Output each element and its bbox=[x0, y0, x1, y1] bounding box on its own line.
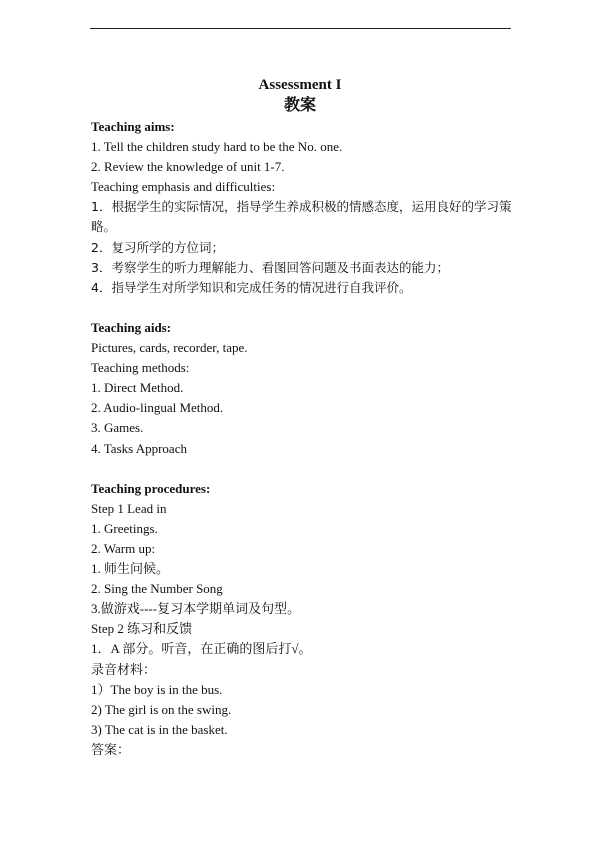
step2-item: 答案： bbox=[91, 741, 131, 757]
section-gap bbox=[91, 459, 516, 479]
step2-item: 1）The boy is in the bus. bbox=[91, 681, 223, 697]
step2-item: 3) The cat is in the basket. bbox=[91, 721, 228, 737]
step1-item: 1. 师生问候。 bbox=[91, 561, 170, 577]
step2-item: 2) The girl is on the swing. bbox=[91, 701, 232, 717]
step1-title: Step 1 Lead in bbox=[91, 500, 167, 516]
document-subtitle: 教案 bbox=[283, 95, 316, 114]
methods-item: 1. Direct Method. bbox=[91, 380, 184, 396]
methods-heading: Teaching methods: bbox=[91, 360, 190, 376]
section-gap bbox=[91, 298, 516, 318]
emphasis-item: 4．指导学生对所学知识和完成任务的情况进行自我评价。 bbox=[91, 279, 412, 295]
methods-item: 3. Games. bbox=[91, 420, 144, 436]
methods-item: 4. Tasks Approach bbox=[91, 440, 187, 456]
step2-item: 录音材料： bbox=[91, 661, 157, 677]
aims-heading: Teaching aims: bbox=[91, 119, 175, 134]
step2-title: Step 2 练习和反馈 bbox=[91, 621, 193, 637]
methods-item: 2. Audio-lingual Method. bbox=[91, 400, 224, 416]
document-title: Assessment I bbox=[258, 77, 342, 93]
aids-heading: Teaching aids: bbox=[91, 319, 172, 335]
emphasis-item: 2．复习所学的方位词； bbox=[91, 239, 224, 255]
header-rule bbox=[90, 28, 511, 29]
step1-item: 3.做游戏----复习本学期单词及句型。 bbox=[91, 601, 301, 617]
document-body bbox=[91, 117, 516, 760]
title-block bbox=[0, 76, 600, 116]
procedures-heading: Teaching procedures: bbox=[91, 480, 211, 496]
step1-item: 2. Warm up: bbox=[91, 540, 156, 556]
emphasis-item: 3．考察学生的听力理解能力、看图回答问题及书面表达的能力； bbox=[91, 259, 449, 275]
step1-item: 2. Sing the Number Song bbox=[91, 581, 223, 597]
emphasis-item: 1．根据学生的实际情况，指导学生养成积极的情感态度，运用良好的学习策略。 bbox=[91, 199, 512, 235]
emphasis-heading: Teaching emphasis and difficulties: bbox=[91, 179, 276, 195]
step1-item: 1. Greetings. bbox=[91, 520, 158, 536]
aids-text: Pictures, cards, recorder, tape. bbox=[91, 340, 248, 356]
aims-item: 2. Review the knowledge of unit 1-7. bbox=[91, 159, 285, 175]
step2-item: 1．A 部分。听音，在正确的图后打√。 bbox=[91, 641, 312, 657]
aims-item: 1. Tell the children study hard to be the No. one. bbox=[91, 139, 343, 155]
